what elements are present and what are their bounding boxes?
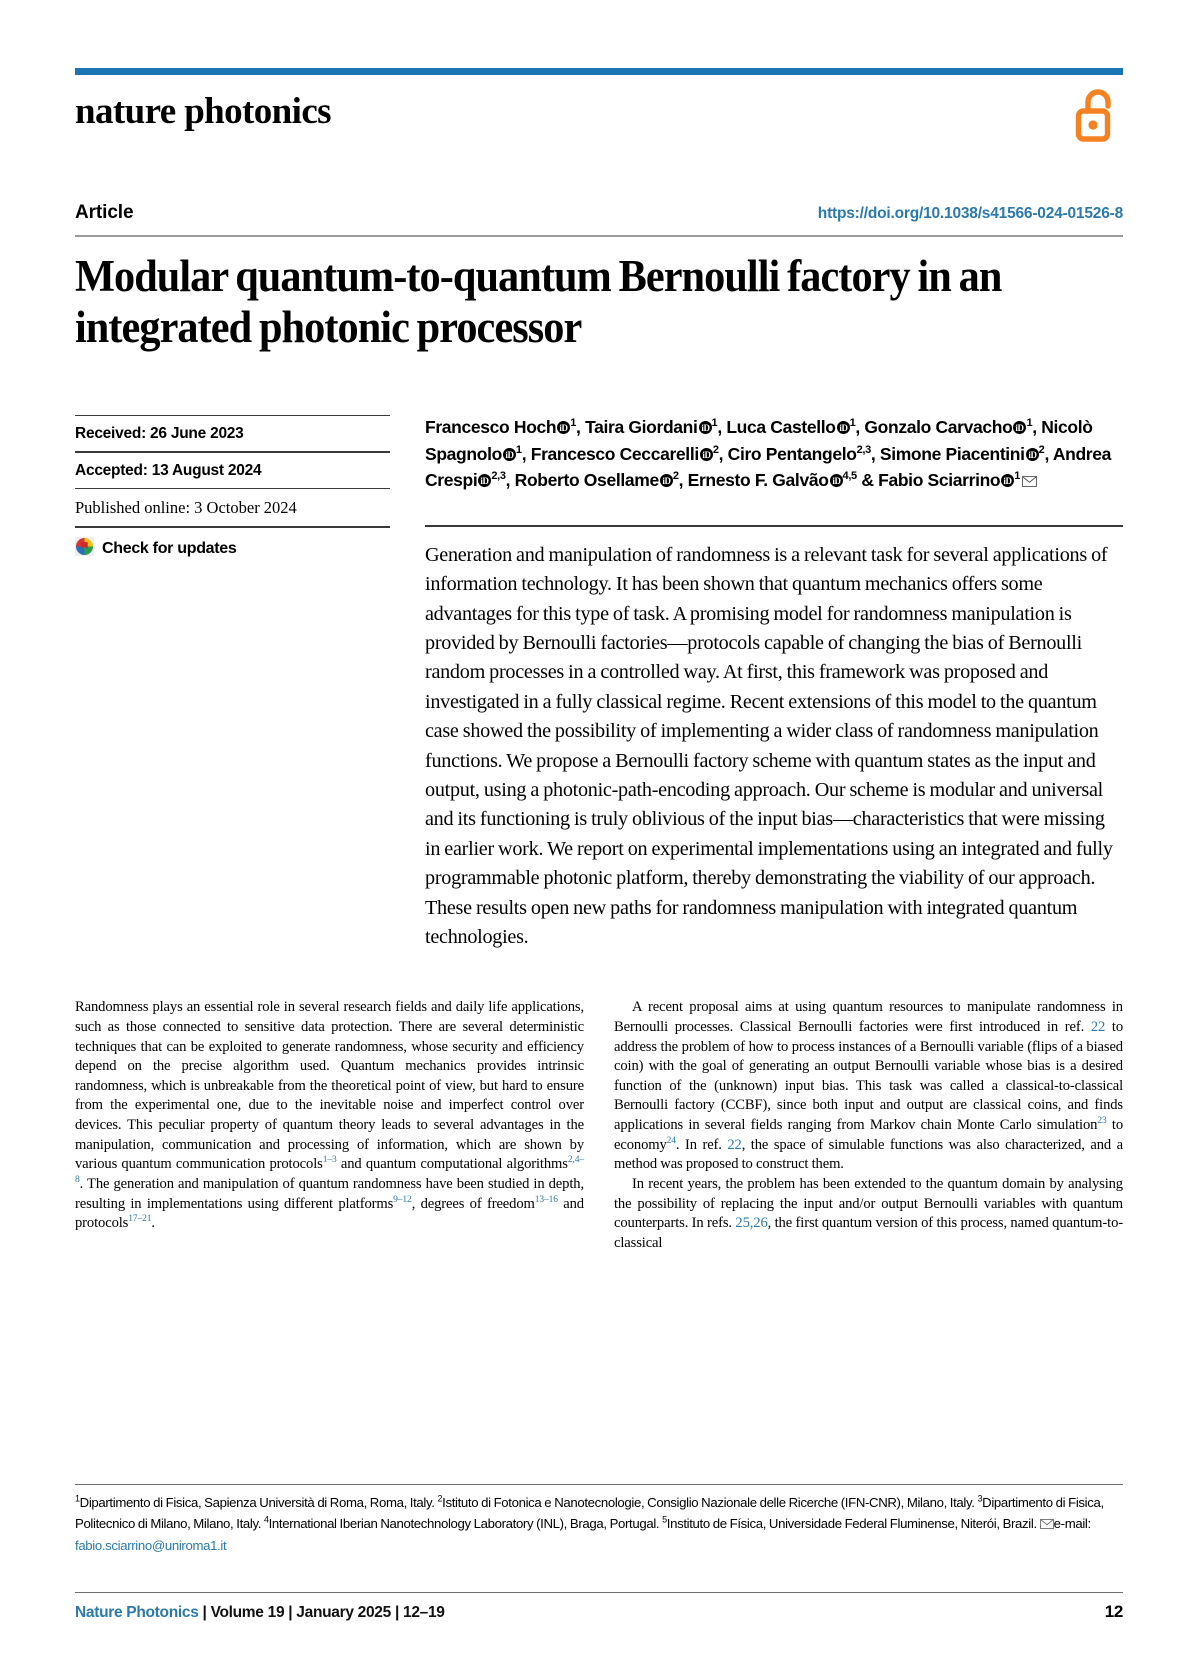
svg-text:iD: iD xyxy=(1027,449,1037,460)
paragraph-text: . xyxy=(151,1215,155,1232)
orcid-icon[interactable] xyxy=(1001,469,1014,495)
authors-and-abstract xyxy=(390,415,1123,953)
svg-text:iD: iD xyxy=(662,476,671,487)
paragraph-text: to address the problem of how to process instances of a Bernoulli variable (flips of a biased coin) with the goal of generating an output Bernoulli variable whose bias is a desired function of the (unknown) input bias. This task was called a classical-to-classical Bernoulli factory (CCBF), since both input and output are classical coins, and finds applications in several fields ranging from Markov chain Monte Carlo simulation xyxy=(614,1018,1123,1134)
citation-ref[interactable]: 9–12 xyxy=(393,1194,412,1205)
author-name[interactable]: Gonzalo Carvacho xyxy=(864,416,1013,437)
orcid-icon[interactable] xyxy=(660,469,673,495)
paragraph-text: A recent proposal aims at using quantum resources to manipulate randomness in Bernoulli processes. Classical Bernoulli factories were first introduced in ref. xyxy=(614,999,1123,1035)
body-column-left xyxy=(75,998,584,1253)
orcid-icon[interactable] xyxy=(1026,443,1039,469)
paragraph xyxy=(614,998,1123,1175)
svg-text:iD: iD xyxy=(480,476,490,487)
citation-ref[interactable]: 2,4–8 xyxy=(75,1155,584,1186)
footer-citation xyxy=(75,1604,445,1622)
svg-text:iD: iD xyxy=(559,422,568,433)
orcid-icon[interactable] xyxy=(700,443,713,469)
masthead xyxy=(75,75,1123,148)
email-label: e-mail: xyxy=(1053,1516,1091,1532)
affiliations-block xyxy=(75,1492,1123,1556)
author-name[interactable]: Roberto Osellame xyxy=(514,470,659,491)
published-date: Published online: 3 October 2024 xyxy=(75,498,297,518)
author-affil-sup: 2 xyxy=(712,443,719,456)
accepted-date: Accepted: 13 August 2024 xyxy=(75,461,262,479)
orcid-icon[interactable] xyxy=(478,469,491,495)
paragraph xyxy=(614,1175,1123,1254)
author-affil-sup: 1 xyxy=(570,416,577,429)
paragraph-text: . In ref. xyxy=(675,1136,728,1153)
author-name[interactable]: Nicolò Spagnolo xyxy=(425,416,1093,464)
journal-logo: nature photonics xyxy=(75,91,331,132)
citation-ref[interactable]: 24 xyxy=(666,1135,676,1146)
author-name[interactable]: Simone Piacentini xyxy=(879,443,1025,464)
paragraph-text: Randomness plays an essential role in several research fields and daily life applications, such as those connected to sensitive data protection. There are several deterministic techniques that can be exploited to generate randomness, whose security and efficiency depend on the precise algorithm used. Quantum mechanics provides intrinsic randomness, which is unbreakable from the theoretical point of view, but hard to ensure from the experimental one, due to the inevitable noise and imperfect control over devices. This peculiar property of quantum theory leads to several advantages in the manipulation, communication and processing of information, which are shown by various quantum communication protocols xyxy=(75,999,584,1173)
body-columns xyxy=(75,998,1123,1253)
abstract-text: Generation and manipulation of randomness is a relevant task for several applications of information technology. It has been shown that quantum mechanics offers some advantages for this type of task. A promising model for randomness manipulation is provided by Bernoulli factories—protocols capable of changing the bias of Bernoulli random processes in a controlled way. At first, this framework was proposed and investigated in a fully classical regime. Recent extensions of this model to the quantum case showed the possibility of implementing a wider class of randomness manipulation functions. We propose a Bernoulli factory scheme with quantum states as the input and output, using a photonic-path-encoding approach. Our scheme is modular and universal and its functioning is truly oblivious of the input bias—characteristics that were missing in earlier work. We report on experimental implementations using an integrated and fully programmable photonic platform, thereby demonstrating the viability of our approach. These results open new paths for randomness manipulation with integrated quantum technologies. xyxy=(425,543,1113,948)
paragraph-text: and protocols xyxy=(75,1195,584,1232)
author-name[interactable]: Luca Castello xyxy=(726,416,836,437)
paragraph-text: and quantum computational algorithms xyxy=(336,1156,568,1173)
author-affil-sup: 1 xyxy=(1026,416,1033,429)
paragraph xyxy=(75,998,584,1234)
affiliation-text: Istituto di Fotonica e Nanotecnologie, Consiglio Nazionale delle Ricerche (IFN-CNR), Milano, Italy. xyxy=(442,1495,978,1510)
citation-ref[interactable]: 23 xyxy=(1097,1116,1107,1127)
author-affil-sup: 1 xyxy=(849,416,856,429)
orcid-icon[interactable] xyxy=(830,469,843,495)
author-affil-sup: 1 xyxy=(515,443,522,456)
page-footer xyxy=(75,1602,1123,1622)
author-affil-sup: 4,5 xyxy=(842,470,857,483)
affiliations-divider xyxy=(75,1484,1123,1485)
affiliation-text: International Iberian Nanotechnology Laboratory (INL), Braga, Portugal. xyxy=(268,1516,663,1532)
orcid-icon[interactable] xyxy=(1013,416,1026,442)
author-name[interactable]: Andrea Crespi xyxy=(425,443,1112,491)
author-name[interactable]: Francesco Hoch xyxy=(425,416,557,437)
paragraph-text: In recent years, the problem has been extended to the quantum domain by analysing the possibility of replacing the input and/or output Bernoulli variables with quantum counterparts. In refs. xyxy=(614,1175,1123,1232)
orcid-icon[interactable] xyxy=(837,416,850,442)
paragraph-text: , degrees of freedom xyxy=(411,1195,535,1212)
article-history-panel xyxy=(75,415,390,953)
affiliation-marker: 3 xyxy=(977,1493,983,1504)
citation-ref[interactable]: 22 xyxy=(727,1136,742,1153)
affiliation-marker: 2 xyxy=(437,1493,443,1504)
svg-text:iD: iD xyxy=(702,449,711,460)
author-affil-sup: 1 xyxy=(711,416,718,429)
svg-text:iD: iD xyxy=(700,422,710,433)
orcid-icon[interactable] xyxy=(699,416,712,442)
affiliation-marker: 5 xyxy=(662,1514,667,1525)
article-page xyxy=(0,68,1200,1661)
citation-ref[interactable]: 13–16 xyxy=(534,1194,558,1205)
affiliation-marker: 1 xyxy=(75,1493,80,1504)
article-header-row xyxy=(75,202,1123,224)
body-column-right xyxy=(614,998,1123,1253)
title-divider xyxy=(75,235,1123,237)
citation-ref[interactable]: 17–21 xyxy=(128,1214,152,1225)
received-date: Received: 26 June 2023 xyxy=(75,425,244,443)
open-lock-icon xyxy=(1075,87,1119,148)
author-name[interactable]: Ernesto F. Galvão xyxy=(687,470,829,491)
author-affil-sup: 2,3 xyxy=(491,470,506,483)
paragraph-text: , the first quantum version of this process, named quantum-to-classical xyxy=(614,1215,1123,1251)
orcid-icon[interactable] xyxy=(557,416,570,442)
email-envelope-icon[interactable] xyxy=(1022,469,1037,495)
article-type-label: Article xyxy=(75,202,134,223)
author-name[interactable]: Fabio Sciarrino xyxy=(878,470,1001,491)
author-name[interactable]: Taira Giordani xyxy=(585,416,698,437)
author-affil-sup: 2,3 xyxy=(856,443,871,456)
citation-ref[interactable]: 22 xyxy=(1090,1018,1106,1035)
author-name[interactable]: Francesco Ceccarelli xyxy=(530,443,699,464)
paragraph-text: . The generation and manipulation of quantum randomness have been studied in depth, resulting in implementations using different platforms xyxy=(75,1175,584,1212)
corresponding-email-link[interactable]: fabio.sciarrino@uniroma1.it xyxy=(75,1537,227,1553)
svg-text:iD: iD xyxy=(1015,422,1025,433)
header-columns xyxy=(75,415,1123,953)
svg-text:iD: iD xyxy=(838,422,848,433)
affiliation-text: Instituto de Física, Universidade Federal Fluminense, Niterói, Brazil. xyxy=(666,1516,1040,1532)
citation-ref[interactable]: 1–3 xyxy=(322,1155,337,1166)
orcid-icon[interactable] xyxy=(503,443,516,469)
page-title: Modular quantum-to-quantum Bernoulli factory in an integrated photonic processor xyxy=(75,251,1002,352)
affiliation-text: Dipartimento di Fisica, Sapienza Università di Roma, Roma, Italy. xyxy=(79,1495,438,1510)
footer-volume-info: | Volume 19 | January 2025 | 12–19 xyxy=(198,1604,445,1621)
author-affil-sup: 1 xyxy=(1014,470,1021,483)
check-for-updates-label: Check for updates xyxy=(102,539,237,557)
doi-link[interactable]: https://doi.org/10.1038/s41566-024-01526-8 xyxy=(817,205,1123,222)
email-envelope-icon xyxy=(1040,1516,1054,1531)
svg-text:iD: iD xyxy=(505,449,514,460)
author-list: Francesco Hoch iD $^1$, Taira Giordani iD $^1$, Luca Castello iD $^1$, Gonzalo Carvacho iD $^1$, Nicolò Spagnolo iD $^1$, Francesco Ceccarelli iD $^2$, Ciro Pentangelo$^{2,3}$, Simone Piacentini iD $^2$, Andrea Crespi iD $^{2,3}$, Roberto Osellame iD $^2$, Ernesto F. Galvão iD $^{4,5}$ & Fabio Sciarrino iD $^1$ xyxy=(425,415,1123,496)
crossmark-icon xyxy=(75,537,94,561)
affiliation-marker: 4 xyxy=(263,1514,269,1525)
author-affil-sup: 2 xyxy=(1038,443,1045,456)
citation-ref[interactable]: 25,26 xyxy=(735,1215,768,1232)
paragraph-text: to economy xyxy=(614,1117,1123,1153)
paragraph-text: , the space of simulable functions was also characterized, and a method was proposed to construct them. xyxy=(614,1136,1123,1173)
masthead-rule xyxy=(75,68,1123,75)
authors-ampersand: & xyxy=(861,470,874,491)
author-name[interactable]: Ciro Pentangelo xyxy=(727,443,857,464)
check-for-updates-button[interactable] xyxy=(75,528,390,561)
svg-text:iD: iD xyxy=(1003,476,1012,487)
affiliation-text: Dipartimento di Fisica, Politecnico di Milano, Milano, Italy. xyxy=(75,1495,1104,1532)
journal-footer-link[interactable]: Nature Photonics xyxy=(75,1604,199,1621)
author-affil-sup: 2 xyxy=(672,470,679,483)
abstract-divider xyxy=(425,525,1123,527)
svg-text:iD: iD xyxy=(831,476,841,487)
page-number: 12 xyxy=(1104,1602,1123,1621)
